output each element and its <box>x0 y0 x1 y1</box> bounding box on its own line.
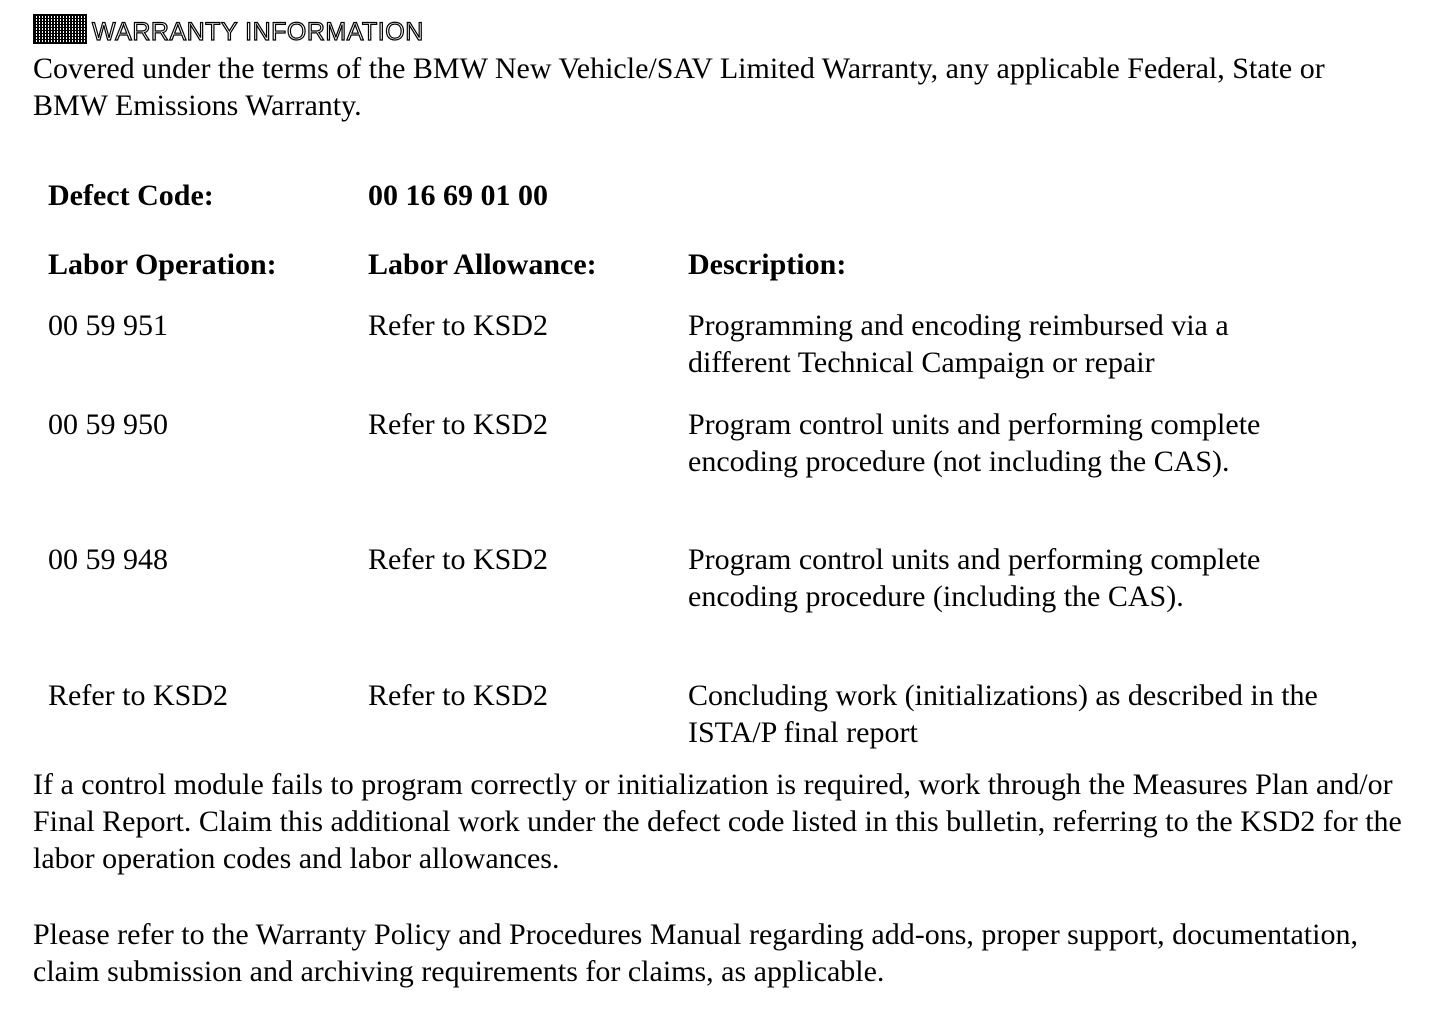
barcode-logo-icon <box>33 14 87 44</box>
intro-text: Covered under the terms of the BMW New Vehicle/SAV Limited Warranty, any applicable Federal, State or BMW Emissions Warranty. <box>33 52 1325 122</box>
section-header <box>33 12 424 46</box>
header-labor-allowance: Labor Allowance: <box>368 248 597 281</box>
row-4-description: Concluding work (initializations) as described in the ISTA/P final report <box>688 679 1318 749</box>
defect-code-label: Defect Code: <box>48 179 214 212</box>
row-4-labor-allowance: Refer to KSD2 <box>368 679 548 712</box>
header-description: Description: <box>688 248 847 281</box>
row-2-labor-allowance: Refer to KSD2 <box>368 408 548 441</box>
row-3-labor-operation: 00 59 948 <box>48 543 168 576</box>
row-2-labor-operation: 00 59 950 <box>48 408 168 441</box>
section-title: WARRANTY INFORMATION <box>92 17 424 46</box>
defect-code-value: 00 16 69 01 00 <box>368 179 548 212</box>
header-labor-operation: Labor Operation: <box>48 248 277 281</box>
row-1-description: Programming and encoding reimbursed via a different Technical Campaign or repair <box>688 309 1229 379</box>
row-2-description: Program control units and performing complete encoding procedure (not including the CAS). <box>688 408 1261 478</box>
row-1-labor-operation: 00 59 951 <box>48 309 168 342</box>
paragraph-measures-plan: If a control module fails to program correctly or initialization is required, work through the Measures Plan and/or Final Report. Claim this additional work under the defect code listed in this bulletin, referring to the KSD2 for the labor operation codes and labor allowances. <box>33 768 1402 875</box>
row-3-labor-allowance: Refer to KSD2 <box>368 543 548 576</box>
row-4-labor-operation: Refer to KSD2 <box>48 679 228 712</box>
row-3-description: Program control units and performing complete encoding procedure (including the CAS). <box>688 543 1261 613</box>
paragraph-warranty-policy: Please refer to the Warranty Policy and Procedures Manual regarding add-ons, proper support, documentation, claim submission and archiving requirements for claims, as applicable. <box>33 918 1358 988</box>
row-1-labor-allowance: Refer to KSD2 <box>368 309 548 342</box>
